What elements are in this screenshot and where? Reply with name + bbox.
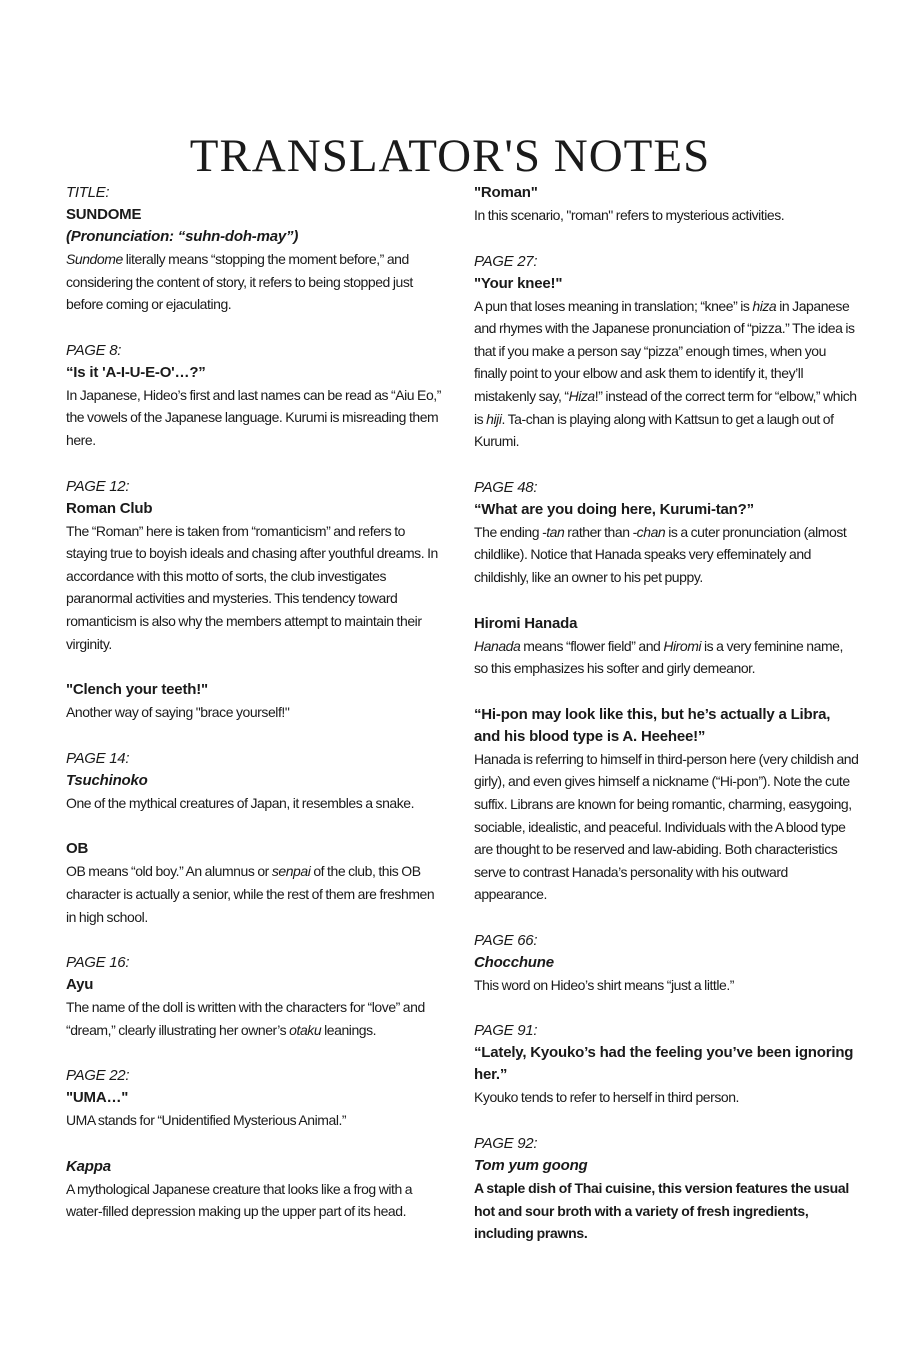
note-uma: [66, 1065, 446, 1132]
note-term: “Hi-pon may look like this, but he’s actually a Libra, and his blood type is A. Heehee!”: [474, 705, 831, 745]
note-term: “Is it 'A-I-U-E-O'…?”: [66, 363, 206, 381]
note-term: "Roman": [474, 184, 538, 201]
note-body-text: means “flower field” and: [520, 637, 664, 654]
note-chocchune: [474, 930, 859, 997]
note-body: [66, 248, 446, 316]
note-body-text: of the club, this OB character is actually a senior, while the rest of them are freshmen in high school.: [66, 863, 435, 925]
left-column: [66, 182, 446, 1247]
note-body-emphasis: Hanada: [474, 637, 521, 654]
note-page-ref: PAGE 66:: [474, 931, 538, 949]
note-body-text: . Ta-chan is playing along with Kattsun to get a laugh out of Kurumi.: [474, 410, 834, 450]
note-term: "UMA…": [66, 1089, 129, 1107]
note-body-emphasis: Hiromi: [663, 637, 702, 654]
note-body-emphasis: hiji: [486, 410, 502, 427]
note-body: In Japanese, Hideo’s first and last names can be read as “Aiu Eo,” the vowels of the Japanese language. Kurumi is misreading them here.: [66, 386, 441, 448]
note-sundome: [66, 182, 446, 316]
note-term: Chocchune: [474, 953, 554, 971]
note-body-text: in Japanese and rhymes with the Japanese pronunciation of “pizza.” The idea is that if you make a person say “pizza” enough times, when you finally point to your elbow and ask them to identify it, they’ll mistakenly say, “: [474, 297, 855, 404]
note-page-ref: PAGE 27:: [474, 252, 538, 270]
note-page-ref: PAGE 48:: [474, 478, 538, 496]
note-body: Another way of saying "brace yourself!": [66, 704, 290, 721]
note-page-ref: PAGE 91:: [474, 1022, 538, 1040]
note-roman: [474, 182, 859, 227]
note-term: OB: [66, 840, 89, 858]
note-page-ref: PAGE 16:: [66, 954, 130, 972]
note-term: Ayu: [66, 976, 94, 994]
note-hiromi-hanada: [474, 613, 859, 680]
note-body: [474, 635, 859, 680]
note-body: A staple dish of Thai cuisine, this version features the usual hot and sour broth with a variety of fresh ingredients, including prawns.: [474, 1180, 849, 1242]
note-term: “What are you doing here, Kurumi-tan?”: [474, 500, 754, 518]
note-body-text: rather than: [564, 523, 633, 540]
note-term: Hiromi Hanada: [474, 614, 578, 632]
note-body-text: literally means “stopping the moment before,” and considering the content of story, it refers to being stopped just before coming or ejaculating.: [66, 251, 413, 313]
note-term: "Your knee!": [474, 274, 563, 292]
note-kurumi-tan: [474, 477, 859, 589]
note-tom-yum-goong: [474, 1133, 859, 1245]
note-term: Tom yum goong: [474, 1157, 588, 1175]
note-kyouko: [474, 1020, 859, 1109]
note-term: SUNDOME: [66, 206, 142, 223]
note-body: This word on Hideo’s shirt means “just a little.”: [474, 976, 735, 993]
note-subterm: (Pronunciation: “suhn-doh-may”): [66, 228, 299, 245]
note-body-text: The name of the doll is written with the characters for “love” and “dream,” clearly illustrating her owner’s: [66, 999, 425, 1038]
note-body-emphasis: Hiza: [568, 387, 595, 404]
note-your-knee: [474, 251, 859, 453]
note-body-text: !” instead of the correct term for “elbow,” which is: [474, 387, 857, 427]
note-clench-teeth: [66, 679, 446, 724]
note-hi-pon: [474, 704, 859, 906]
note-body: [66, 996, 446, 1041]
note-page-ref: PAGE 92:: [474, 1135, 538, 1153]
note-page-ref: PAGE 12:: [66, 477, 130, 495]
note-body: [474, 521, 859, 589]
note-term: Roman Club: [66, 499, 153, 517]
note-body: The “Roman” here is taken from “romanticism” and refers to staying true to boyish ideals and chasing after youthful dreams. In accordance with this motto of sorts, the club investigates paranormal activities and mysteries. This tendency toward romanticism is also why the members attempt to maintain their virginity.: [66, 522, 438, 652]
note-body: Hanada is referring to himself in third-person here (very childish and girly), and even gives himself a nickname (“Hi-pon”). Note the cute suffix. Librans are known for being romantic, charming, easygoing, sociable, idealistic, and peaceful. Individuals with the A blood type are thought to be reserved and law-abiding. Both characteristics serve to contrast Hanada’s personality with his outward appearance.: [474, 750, 859, 903]
note-body-text: The ending: [474, 523, 542, 540]
note-page-ref: PAGE 14:: [66, 749, 130, 767]
note-body: [474, 295, 859, 453]
note-ob: [66, 838, 446, 928]
note-term: "Clench your teeth!": [66, 681, 208, 699]
note-page-ref: PAGE 22:: [66, 1067, 130, 1085]
note-body: In this scenario, "roman" refers to mysterious activities.: [474, 207, 785, 223]
note-page-ref: PAGE 8:: [66, 341, 122, 359]
note-body-text: OB means “old boy.” An alumnus or: [66, 863, 272, 880]
note-term: Tsuchinoko: [66, 771, 148, 789]
note-body-text: is a cuter pronunciation (almost childlike). Notice that Hanada speaks very effeminately and childishly, like an owner to his pet puppy.: [474, 523, 847, 585]
right-column: [474, 182, 859, 1269]
note-body: A mythological Japanese creature that looks like a frog with a water-filled depression making up the upper part of its head.: [66, 1180, 413, 1220]
note-body-emphasis: -tan: [542, 523, 565, 540]
note-kappa: [66, 1156, 446, 1223]
note-body-emphasis: hiza: [752, 297, 777, 314]
note-body: One of the mythical creatures of Japan, it resembles a snake.: [66, 794, 415, 811]
note-tsuchinoko: [66, 748, 446, 815]
note-page-ref: TITLE:: [66, 184, 110, 201]
note-body-emphasis: Sundome: [66, 251, 123, 267]
note-body-emphasis: senpai: [271, 863, 311, 880]
note-body-text: A pun that loses meaning in translation; “knee” is: [474, 297, 753, 314]
note-term: “Lately, Kyouko’s had the feeling you’ve been ignoring her.”: [474, 1044, 854, 1084]
note-body: [66, 860, 446, 928]
note-body-text: is a very feminine name, so this emphasizes his softer and girly demeanor.: [474, 637, 843, 677]
note-term: Kappa: [66, 1157, 111, 1175]
note-aiueo: [66, 340, 446, 452]
note-body-emphasis: -chan: [632, 523, 666, 540]
note-body-text: leanings.: [321, 1021, 377, 1038]
note-ayu: [66, 952, 446, 1041]
note-body: UMA stands for “Unidentified Mysterious Animal.”: [66, 1112, 347, 1129]
note-body: Kyouko tends to refer to herself in third person.: [474, 1089, 739, 1106]
note-roman-club: [66, 476, 446, 656]
page-title: TRANSLATOR'S NOTES: [189, 130, 711, 182]
note-body-emphasis: otaku: [289, 1021, 322, 1038]
